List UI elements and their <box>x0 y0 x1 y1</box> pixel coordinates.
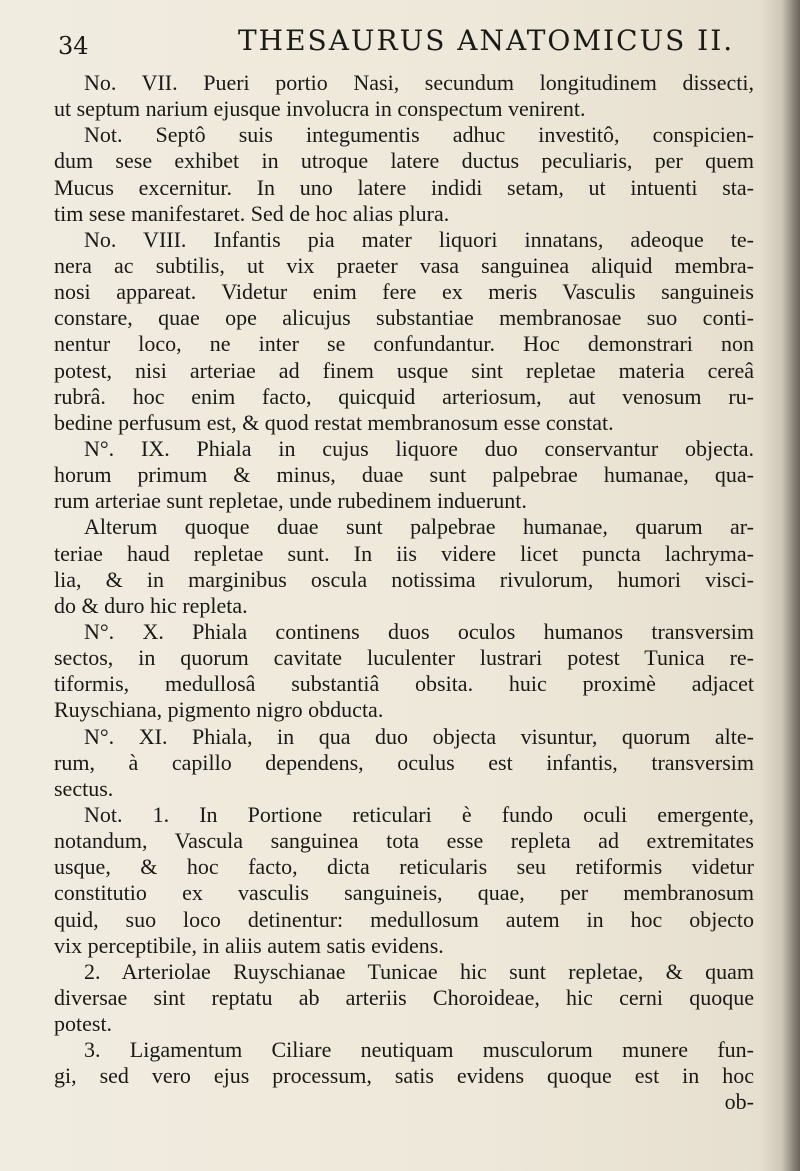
text-line: Not. Septô suis integumentis adhuc investitô, conspicien- <box>84 122 754 148</box>
text-line: gi, sed vero ejus processum, satis evidens quoque est in hoc <box>54 1063 754 1089</box>
text-line: nosi appareat. Videtur enim fere ex meris Vasculis sanguineis <box>54 279 754 305</box>
body-text <box>54 70 754 1116</box>
text-line: nentur loco, ne inter se confundantur. Hoc demonstrari non <box>54 331 754 357</box>
paragraph-9 <box>54 959 754 1037</box>
text-line: tiformis, medullosâ substantiâ obsita. huic proximè adjacet <box>54 671 754 697</box>
text-line: teriae haud repletae sunt. In iis videre licet puncta lachryma- <box>54 540 754 566</box>
text-line: potest, nisi arteriae ad finem usque sint repletae materia cereâ <box>54 357 754 383</box>
text-line: 3. Ligamentum Ciliare neutiquam musculorum munere fun- <box>84 1037 754 1063</box>
catchword: ob- <box>724 1089 754 1115</box>
text-line: rubrâ. hoc enim facto, quicquid arteriosum, aut venosum ru- <box>54 383 754 409</box>
text-line: Ruyschiana, pigmento nigro obducta. <box>54 697 384 723</box>
page-number: 34 <box>58 32 89 60</box>
text-line: Alterum quoque duae sunt palpebrae humanae, quarum ar- <box>84 514 754 540</box>
text-line: constitutio ex vasculis sanguineis, quae, per membranosum <box>54 880 754 906</box>
text-line: dum sese exhibet in utroque latere ductus peculiaris, per quem <box>54 148 754 174</box>
text-line: 2. Arteriolae Ruyschianae Tunicae hic sunt repletae, & quam <box>84 958 754 984</box>
text-line: vix perceptibile, in aliis autem satis evidens. <box>54 932 444 958</box>
page-header <box>58 22 748 62</box>
text-line: lia, & in marginibus osculа notissima rivulorum, humori visci- <box>54 566 754 592</box>
text-line: constare, quae ope alicujus substantiae membranosae suo conti- <box>54 305 754 331</box>
text-line: No. VIII. Infantis pia mater liquori innatans, adeoque te- <box>84 226 754 252</box>
paragraph-6 <box>54 619 754 724</box>
text-line: sectus. <box>54 775 114 801</box>
text-line: horum primum & minus, duae sunt palpebrae humanae, qua- <box>54 462 754 488</box>
text-line: rum, à capillo dependens, oculus est infantis, transversim <box>54 749 754 775</box>
paragraph-1 <box>54 70 754 122</box>
text-line: usque, & hoc facto, dicta reticularis seu retiformis videtur <box>54 854 754 880</box>
text-line: No. VII. Pueri portio Nasi, secundum longitudinem dissecti, <box>84 70 754 95</box>
text-line: notandum, Vascula sanguinea tota esse repleta ad extremitates <box>54 828 754 854</box>
paragraph-2 <box>54 122 754 227</box>
text-line: nera ac subtilis, ut vix praeter vasa sanguinea aliquid membra- <box>54 252 754 278</box>
text-line: bedine perfusum est, & quod restat membranosum esse constat. <box>54 409 614 435</box>
text-line: potest. <box>54 1011 113 1037</box>
paragraph-8 <box>54 802 754 959</box>
text-line: Mucus excernitur. In uno latere indidi setam, ut intuenti sta- <box>54 174 754 200</box>
paragraph-3 <box>54 227 754 436</box>
text-line: N°. X. Phiala continens duos oculos humanos transversim <box>84 618 754 644</box>
text-line: sectos, in quorum cavitate luculenter lustrari potest Tunica re- <box>54 645 754 671</box>
text-line: Not. 1. In Portione reticulari è fundo oculi emergente, <box>84 801 754 827</box>
text-line: N°. IX. Phiala in cujus liquore duo conservantur objecta. <box>84 435 754 461</box>
paragraph-7 <box>54 724 754 802</box>
text-line: rum arteriae sunt repletae, unde rubedinem induerunt. <box>54 488 527 514</box>
text-line: diversae sint reptatu ab arteriis Choroideae, hic cerni quoque <box>54 984 754 1010</box>
page-edge-shadow <box>782 0 800 1171</box>
running-head: THESAURUS ANATOMICUS II. <box>238 24 735 57</box>
paragraph-4 <box>54 436 754 514</box>
text-line: quid, suo loco detinentur: medullosum autem in hoc objecto <box>54 906 754 932</box>
text-line: N°. XI. Phiala, in qua duo objecta visuntur, quorum alte- <box>84 723 754 749</box>
paragraph-5 <box>54 514 754 619</box>
text-line: do & duro hic repleta. <box>54 592 248 618</box>
paragraph-10 <box>54 1037 754 1089</box>
text-line: tim sese manifestaret. Sed de hoc alias plura. <box>54 200 450 226</box>
text-line: ut septum narium ejusque involucra in conspectum venirent. <box>54 96 586 122</box>
